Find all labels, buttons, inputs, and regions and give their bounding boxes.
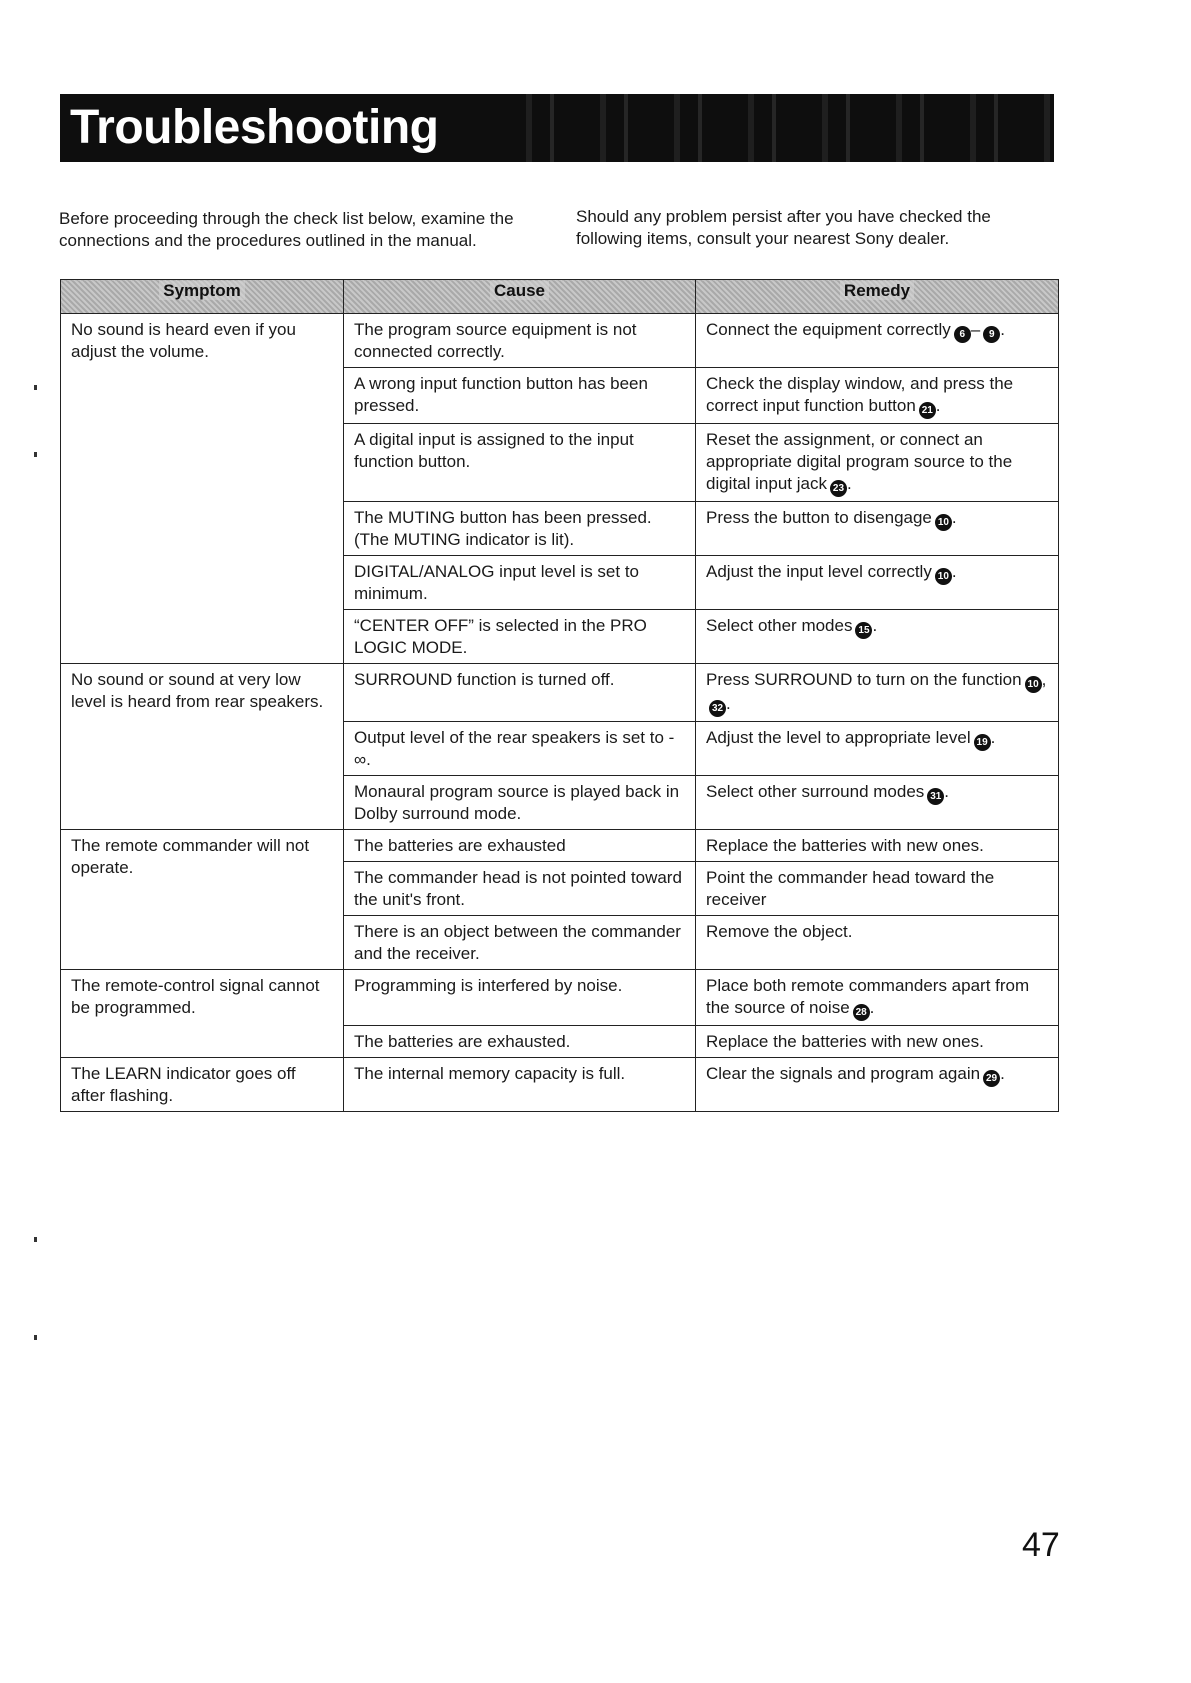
page-ref-badge: 32 bbox=[709, 700, 726, 717]
remedy-text: Replace the batteries with new ones. bbox=[706, 1032, 984, 1051]
remedy-cell bbox=[696, 862, 1059, 916]
symptom-cell bbox=[61, 1058, 344, 1112]
symptom-cell bbox=[61, 830, 344, 970]
page-ref-badge: 6 bbox=[954, 326, 971, 343]
cause-text: Monaural program source is played back in Dolby surround mode. bbox=[354, 782, 680, 823]
remedy-cell: Connect the equipment correctly 6 – 9 . bbox=[696, 314, 1059, 368]
remedy-cell: Select other modes 15 . bbox=[696, 610, 1059, 664]
cause-text: The program source equipment is not connected correctly. bbox=[354, 320, 637, 361]
table-row bbox=[61, 664, 1059, 722]
remedy-text: Check the display window, and press the correct input function button bbox=[706, 374, 1014, 415]
title-bar-texture bbox=[480, 94, 1054, 162]
header-cause: Cause bbox=[344, 280, 696, 314]
cause-cell bbox=[344, 1058, 696, 1112]
page-ref-badge: 10 bbox=[935, 514, 952, 531]
cause-text: “CENTER OFF” is selected in the PRO LOGIC MODE. bbox=[354, 616, 647, 657]
cause-cell bbox=[344, 502, 696, 556]
symptom-text: The remote-control signal cannot be programmed. bbox=[71, 976, 320, 1017]
header-remedy: Remedy bbox=[696, 280, 1059, 314]
page-ref-badge: 9 bbox=[983, 326, 1000, 343]
cause-text: There is an object between the commander and the receiver. bbox=[354, 922, 681, 963]
cause-text: The batteries are exhausted. bbox=[354, 1032, 571, 1051]
page-ref-badge: 23 bbox=[830, 480, 847, 497]
cause-text: The batteries are exhausted bbox=[354, 836, 566, 855]
margin-mark bbox=[34, 1335, 37, 1340]
remedy-cell: Press SURROUND to turn on the function 10 ,32 . bbox=[696, 664, 1059, 722]
cause-text: The internal memory capacity is full. bbox=[354, 1064, 626, 1083]
cause-cell bbox=[344, 830, 696, 862]
page-ref-badge: 10 bbox=[935, 568, 952, 585]
remedy-cell: Press the button to disengage 10 . bbox=[696, 502, 1059, 556]
symptom-cell bbox=[61, 970, 344, 1058]
remedy-cell: Clear the signals and program again 29 . bbox=[696, 1058, 1059, 1112]
cause-cell bbox=[344, 556, 696, 610]
remedy-cell: Reset the assignment, or connect an appropriate digital program source to the digital input jack 23 . bbox=[696, 424, 1059, 502]
table-row bbox=[61, 970, 1059, 1026]
cause-cell bbox=[344, 970, 696, 1026]
symptom-text: No sound or sound at very low level is heard from rear speakers. bbox=[71, 670, 324, 711]
cause-text: Output level of the rear speakers is set to - ∞. bbox=[354, 728, 675, 769]
cause-text: A wrong input function button has been pressed. bbox=[354, 374, 648, 415]
cause-cell bbox=[344, 610, 696, 664]
remedy-cell bbox=[696, 830, 1059, 862]
table-header-row bbox=[61, 280, 1059, 314]
remedy-text: Reset the assignment, or connect an appropriate digital program source to the digital input jack bbox=[706, 430, 1013, 493]
cause-cell bbox=[344, 916, 696, 970]
margin-mark bbox=[34, 1237, 37, 1242]
page-ref-badge: 15 bbox=[855, 622, 872, 639]
remedy-text: Adjust the level to appropriate level bbox=[706, 728, 971, 747]
cause-text: The commander head is not pointed toward the unit's front. bbox=[354, 868, 682, 909]
intro-right: Should any problem persist after you have checked the following items, consult your nearest Sony dealer. bbox=[576, 207, 991, 248]
title-bar bbox=[60, 94, 1054, 162]
page-ref-badge: 29 bbox=[983, 1070, 1000, 1087]
remedy-cell: Select other surround modes 31 . bbox=[696, 776, 1059, 830]
cause-text: The MUTING button has been pressed. (The MUTING indicator is lit). bbox=[354, 508, 652, 549]
margin-mark bbox=[34, 385, 37, 390]
remedy-cell: Adjust the level to appropriate level 19 . bbox=[696, 722, 1059, 776]
header-symptom: Symptom bbox=[61, 280, 344, 314]
symptom-text: No sound is heard even if you adjust the volume. bbox=[71, 320, 296, 361]
cause-cell bbox=[344, 424, 696, 502]
page-ref-badge: 31 bbox=[927, 788, 944, 805]
cause-text: DIGITAL/ANALOG input level is set to minimum. bbox=[354, 562, 640, 603]
cause-cell bbox=[344, 862, 696, 916]
margin-mark bbox=[34, 452, 37, 457]
table-row bbox=[61, 830, 1059, 862]
remedy-text: Clear the signals and program again bbox=[706, 1064, 981, 1083]
cause-text: A digital input is assigned to the input function button. bbox=[354, 430, 634, 471]
page-ref-badge: 10 bbox=[1025, 676, 1042, 693]
page-title: Troubleshooting bbox=[70, 101, 439, 154]
symptom-text: The LEARN indicator goes off after flashing. bbox=[71, 1064, 296, 1105]
remedy-text: Remove the object. bbox=[706, 922, 853, 941]
intro-left: Before proceeding through the check list below, examine the connections and the procedures outlined in the manual. bbox=[59, 209, 514, 250]
remedy-text: Select other surround modes bbox=[706, 782, 925, 801]
cause-text: Programming is interfered by noise. bbox=[354, 976, 623, 995]
troubleshooting-table bbox=[60, 279, 1059, 1112]
cause-text: SURROUND function is turned off. bbox=[354, 670, 615, 689]
ref-separator: , bbox=[1041, 670, 1047, 689]
cause-cell bbox=[344, 314, 696, 368]
remedy-text: Point the commander head toward the receiver bbox=[706, 868, 995, 909]
remedy-cell bbox=[696, 916, 1059, 970]
cause-cell bbox=[344, 368, 696, 424]
cause-cell bbox=[344, 664, 696, 722]
remedy-text: Connect the equipment correctly bbox=[706, 320, 951, 339]
cause-cell bbox=[344, 722, 696, 776]
page-ref-badge: 28 bbox=[853, 1004, 870, 1021]
table-row bbox=[61, 314, 1059, 368]
table-body bbox=[61, 314, 1059, 1112]
remedy-text: Replace the batteries with new ones. bbox=[706, 836, 984, 855]
remedy-cell bbox=[696, 1026, 1059, 1058]
page-ref-badge: 19 bbox=[974, 734, 991, 751]
remedy-cell: Place both remote commanders apart from the source of noise 28 . bbox=[696, 970, 1059, 1026]
ref-separator: – bbox=[970, 320, 981, 339]
page-ref-badge: 21 bbox=[919, 402, 936, 419]
symptom-text: The remote commander will not operate. bbox=[71, 836, 310, 877]
remedy-text: Select other modes bbox=[706, 616, 853, 635]
remedy-text: Press the button to disengage bbox=[706, 508, 932, 527]
remedy-cell: Check the display window, and press the correct input function button 21 . bbox=[696, 368, 1059, 424]
symptom-cell bbox=[61, 664, 344, 830]
remedy-text: Adjust the input level correctly bbox=[706, 562, 932, 581]
page-number: 47 bbox=[1022, 1526, 1060, 1564]
symptom-cell bbox=[61, 314, 344, 664]
table-row bbox=[61, 1058, 1059, 1112]
remedy-text: Press SURROUND to turn on the function bbox=[706, 670, 1022, 689]
cause-cell bbox=[344, 776, 696, 830]
cause-cell bbox=[344, 1026, 696, 1058]
remedy-cell: Adjust the input level correctly 10 . bbox=[696, 556, 1059, 610]
remedy-text: Place both remote commanders apart from the source of noise bbox=[706, 976, 1030, 1017]
